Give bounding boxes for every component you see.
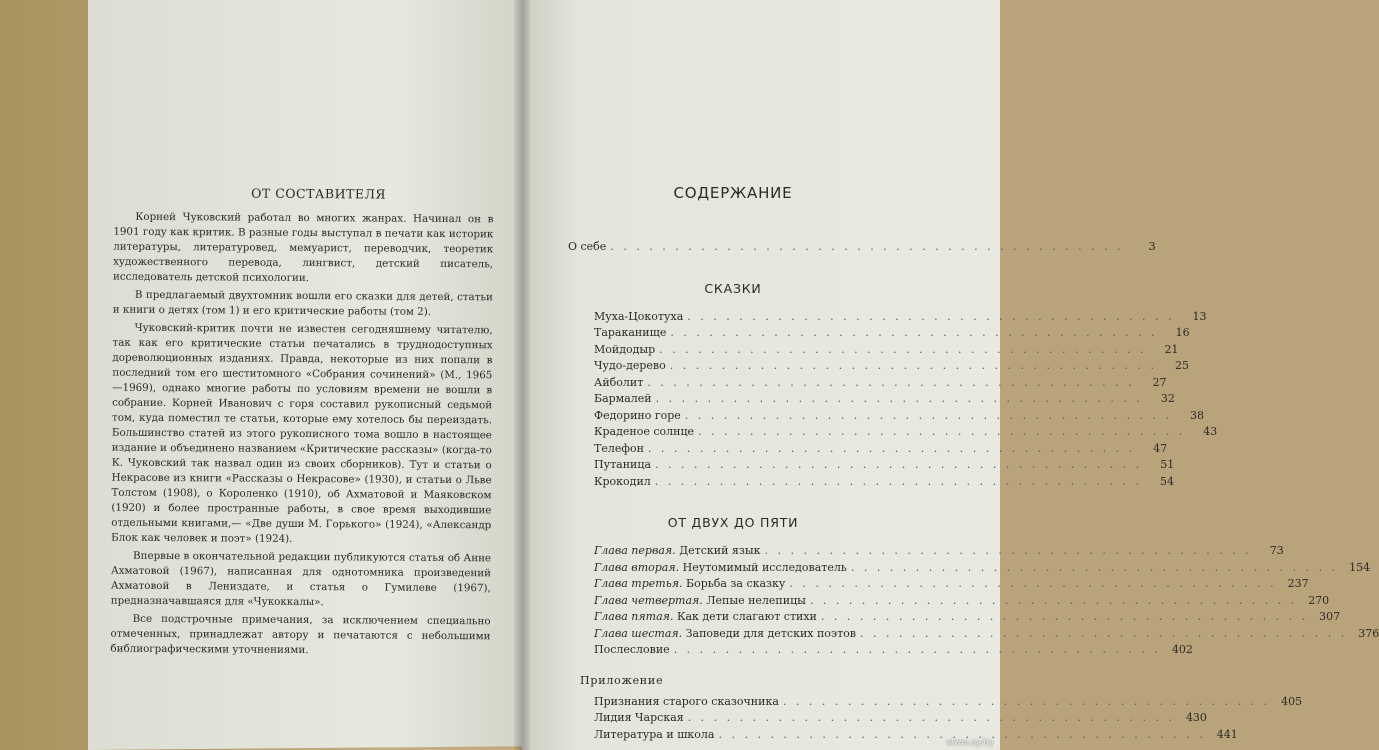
leader-dots: . . . . . . . . . . . . . . . . . . . . . . . . . . . . . . . . . . . . . . bbox=[670, 326, 1158, 339]
preface-paragraph: Корней Чуковский работал во многих жанрах. Начинал он в 1901 году как критик. В разные годы выступал в печати как историк литературы, литературовед, мемуарист, переводчик, теоретик художественного перевода, лингвист, детский писатель, исследователь детской психологии. bbox=[112, 210, 494, 285]
preface-heading: ОТ СОСТАВИТЕЛЯ bbox=[251, 185, 387, 202]
leader-dots: . . . . . . . . . . . . . . . . . . . . . . . . . . . . . . . . . . . . . . bbox=[809, 593, 1298, 607]
leader-dots: . . . . . . . . . . . . . . . . . . . . . . . . . . . . . . . . . . . . . . bbox=[673, 643, 1161, 656]
preface-paragraph: Впервые в окончательной редакции публикуются статья об Анне Ахматовой (1967), написанная для однотомника произведений Ахматовой в Лениздате, и статья о Гумилеве (1967), предназначавшаяся для «Чукоккалы». bbox=[110, 549, 492, 609]
toc-entry-label bbox=[594, 561, 847, 574]
entry-title: Заповеди для детских поэтов bbox=[685, 626, 856, 640]
toc-entry-page: 73 bbox=[1269, 544, 1284, 557]
chapter-prefix: Глава вторая. bbox=[594, 560, 680, 574]
toc-entry-page: 237 bbox=[1287, 577, 1309, 590]
preface-paragraph: В предлагаемый двухтомник вошли его сказки для детей, статьи и книги о детях (том 1) и его критические работы (том 2). bbox=[112, 288, 493, 318]
toc-entry[interactable] bbox=[594, 342, 1179, 360]
toc-entry[interactable] bbox=[594, 610, 1341, 627]
toc-entry-label bbox=[594, 442, 644, 455]
toc-entry[interactable] bbox=[594, 359, 1189, 376]
toc-entry-label bbox=[594, 711, 684, 724]
toc-entry-page: 27 bbox=[1152, 375, 1167, 389]
toc-entry-label bbox=[594, 544, 761, 557]
toc-entry[interactable] bbox=[594, 441, 1168, 459]
leader-dots: . . . . . . . . . . . . . . . . . . . . . . . . . . . . . . . . . . . . . . bbox=[687, 309, 1175, 323]
toc-entry-label bbox=[594, 343, 655, 356]
toc-entry[interactable] bbox=[594, 425, 1218, 442]
entry-title: Признания старого сказочника bbox=[594, 694, 779, 708]
toc-entry-page: 32 bbox=[1160, 392, 1175, 405]
leader-dots: . . . . . . . . . . . . . . . . . . . . . . . . . . . . . . . . . . . . . . bbox=[669, 359, 1157, 372]
toc-entry-page: 25 bbox=[1175, 359, 1189, 372]
preface-paragraph: Все подстрочные примечания, за исключением специально отмеченных, принадлежат автору и печатаются с небольшими библиографическими уточнениями. bbox=[110, 612, 491, 657]
entry-title: Детский язык bbox=[679, 544, 761, 557]
chapter-prefix: Глава четвертая. bbox=[594, 593, 703, 607]
entry-title: Как дети слагают стихи bbox=[676, 610, 817, 623]
chapter-prefix: Глава пятая. bbox=[594, 610, 674, 623]
leader-dots: . . . . . . . . . . . . . . . . . . . . . . . . . . . . . . . . . . . . . . bbox=[718, 727, 1206, 741]
toc-entry-label bbox=[594, 359, 666, 372]
toc-section-list bbox=[568, 544, 1379, 660]
leader-dots: . . . . . . . . . . . . . . . . . . . . . . . . . . . . . . . . . . . . . . bbox=[655, 458, 1143, 471]
chapter-prefix: Глава шестая. bbox=[594, 626, 683, 640]
toc-entry-label bbox=[594, 577, 785, 590]
entry-title: Неутомимый исследователь bbox=[682, 560, 847, 574]
toc-entry-page: 21 bbox=[1164, 342, 1179, 356]
toc-entry-page: 405 bbox=[1281, 694, 1303, 708]
toc-title: СОДЕРЖАНИЕ bbox=[673, 184, 793, 202]
entry-title: Телефон bbox=[594, 441, 644, 455]
toc-entry-label: О себе bbox=[568, 240, 607, 253]
entry-title: Краденое солнце bbox=[594, 425, 695, 438]
entry-title: Литература и школа bbox=[594, 727, 715, 741]
preface-section bbox=[110, 185, 493, 663]
toc-section-title: ОТ ДВУХ ДО ПЯТИ bbox=[667, 515, 799, 530]
toc-entry[interactable] bbox=[594, 544, 1284, 561]
appendix-title: Приложение bbox=[580, 673, 664, 687]
entry-title: Муха-Цокотуха bbox=[594, 309, 684, 323]
entry-title: Тараканище bbox=[594, 326, 667, 339]
toc-entry-label bbox=[594, 594, 806, 607]
toc-entry[interactable] bbox=[594, 626, 1379, 644]
toc-entry-page: 430 bbox=[1185, 711, 1207, 724]
leader-dots: . . . . . . . . . . . . . . . . . . . . . . . . . . . . . . . . . . . . . . bbox=[659, 342, 1147, 356]
leader-dots: . . . . . . . . . . . . . . . . . . . . . . . . . . . . . . . . . . . . . . bbox=[687, 711, 1175, 724]
toc-entry[interactable] bbox=[594, 577, 1309, 594]
toc-entry-label bbox=[594, 326, 666, 339]
entry-title: Федорино горе bbox=[594, 408, 681, 422]
preface-paragraph: Чуковский-критик почти не известен сегодняшнему читателю, так как его критические статьи печатались в труднодоступных дореволюционных изданиях. Правда, некоторые из них попали в последний том его шеститомного «Собрания сочинений» (М., 1965—1969), однако многие работы по условиям времени не вошли в собрание. Корней Иванович с горя составил рукописный седьмой том, куда поместил те статьи, которые ему хотелось бы переиздать. Большинство статей из этого рукописного тома вошло в настоящее издание и объединено названием «Критические рассказы» (когда-то К. Чуковский так назвал один из своих сборников). Тут и статьи о Некрасове из книги «Рассказы о Некрасове» (1930), и статьи о Льве Толстом (1908), о Короленко (1910), об Ахматовой и Маяковском (1920) и более пространные работы, в свое время выходившие отдельными книгами,— «Две души М. Горького» (1924), «Александр Блок как человек и поэт» (1924). bbox=[111, 321, 493, 545]
toc-entry[interactable] bbox=[594, 309, 1207, 327]
toc-entry-page: 154 bbox=[1349, 560, 1371, 574]
toc-entry-page: 376 bbox=[1358, 626, 1379, 640]
toc-section-list bbox=[568, 309, 1218, 492]
toc-entry-page: 51 bbox=[1160, 458, 1175, 471]
toc-entry-label bbox=[594, 310, 683, 323]
toc-entry-label bbox=[594, 376, 643, 389]
toc-entry-page: 307 bbox=[1319, 610, 1341, 623]
toc-entry[interactable] bbox=[594, 375, 1167, 393]
toc-entry[interactable] bbox=[594, 408, 1205, 426]
toc-entry-label bbox=[594, 392, 652, 405]
leader-dots: . . . . . . . . . . . . . . . . . . . . . . . . . . . . . . . . . . . . . . bbox=[654, 474, 1143, 488]
leader-dots: . . . . . . . . . . . . . . . . . . . . . . . . . . . . . . . . . . . . . . bbox=[860, 626, 1348, 640]
toc-entry[interactable] bbox=[594, 593, 1330, 611]
entry-title: Айболит bbox=[594, 375, 644, 389]
toc-entry-label bbox=[594, 610, 817, 623]
toc-entry-page: 16 bbox=[1175, 326, 1190, 339]
toc-entry[interactable] bbox=[594, 392, 1175, 409]
toc-entry[interactable] bbox=[594, 458, 1175, 475]
book-gutter bbox=[514, 0, 530, 750]
leader-dots: . . . . . . . . . . . . . . . . . . . . . . . . . . . . . . . . . . . . . . bbox=[655, 392, 1143, 405]
toc-entry-page: 54 bbox=[1160, 474, 1175, 488]
toc-entry-page: 270 bbox=[1308, 593, 1330, 607]
leader-dots: . . . . . . . . . . . . . . . . . . . . . . . . . . . . . . . . . . . . . . bbox=[647, 375, 1135, 389]
toc-entry-label bbox=[594, 728, 714, 741]
toc-entry-label bbox=[594, 425, 694, 438]
toc-entry-page: 43 bbox=[1203, 425, 1218, 438]
watermark: www.ay.by bbox=[946, 738, 994, 748]
leader-dots: . . . . . . . . . . . . . . . . . . . . . . . . . . . . . . . . . . . . . . bbox=[764, 544, 1252, 557]
toc-entry-page: 13 bbox=[1192, 309, 1207, 323]
entry-title: Борьба за сказку bbox=[685, 577, 786, 590]
toc-entry-page: 47 bbox=[1153, 441, 1168, 455]
entry-title: Мойдодыр bbox=[594, 342, 656, 356]
toc-entry-label bbox=[594, 643, 670, 656]
leader-dots: . . . . . . . . . . . . . . . . . . . . . . . . . . . . . . . . . . . . . . bbox=[850, 560, 1339, 574]
toc-entry[interactable] bbox=[568, 240, 1156, 257]
toc-entry-page: 402 bbox=[1171, 643, 1193, 656]
toc-entry[interactable] bbox=[594, 643, 1193, 660]
leader-dots: . . . . . . . . . . . . . . . . . . . . . . . . . . . . . . . . . . . . . . . . bbox=[610, 240, 1124, 253]
chapter-prefix: Глава первая. bbox=[594, 544, 676, 557]
toc-section-title: СКАЗКИ bbox=[704, 280, 762, 296]
leader-dots: . . . . . . . . . . . . . . . . . . . . . . . . . . . . . . . . . . . . . . bbox=[789, 577, 1277, 590]
leader-dots: . . . . . . . . . . . . . . . . . . . . . . . . . . . . . . . . . . . . . . bbox=[684, 408, 1173, 422]
leader-dots: . . . . . . . . . . . . . . . . . . . . . . . . . . . . . . . . . . . . . . bbox=[698, 425, 1186, 438]
entry-title: Путаница bbox=[594, 458, 652, 471]
toc-entry-label bbox=[594, 458, 651, 471]
entry-title: Чудо-дерево bbox=[594, 359, 666, 372]
leader-dots: . . . . . . . . . . . . . . . . . . . . . . . . . . . . . . . . . . . . . . bbox=[647, 441, 1136, 455]
toc-entry[interactable] bbox=[594, 474, 1175, 492]
toc-entry-page: 441 bbox=[1216, 727, 1238, 741]
toc-entry-page: 3 bbox=[1148, 240, 1156, 253]
toc-entry[interactable] bbox=[594, 560, 1371, 578]
toc-entry-label bbox=[594, 475, 651, 488]
toc-entry-label bbox=[594, 409, 681, 422]
entry-title: Лидия Чарская bbox=[594, 711, 684, 724]
entry-title: Лепые нелепицы bbox=[706, 593, 806, 607]
entry-title: Крокодил bbox=[594, 474, 651, 488]
leader-dots: . . . . . . . . . . . . . . . . . . . . . . . . . . . . . . . . . . . . . . bbox=[782, 694, 1271, 708]
leader-dots: . . . . . . . . . . . . . . . . . . . . . . . . . . . . . . . . . . . . . . bbox=[820, 610, 1309, 623]
toc-sections bbox=[568, 280, 1379, 660]
toc-entry-label bbox=[594, 695, 779, 708]
toc-entry-page: 38 bbox=[1190, 408, 1205, 422]
entry-title: Послесловие bbox=[594, 643, 670, 656]
toc-entry-label bbox=[594, 627, 856, 640]
chapter-prefix: Глава третья. bbox=[594, 577, 683, 590]
toc-entry[interactable] bbox=[594, 694, 1303, 712]
toc-entry[interactable] bbox=[594, 326, 1190, 343]
entry-title: Бармалей bbox=[594, 392, 652, 405]
toc-entry[interactable] bbox=[594, 711, 1207, 728]
